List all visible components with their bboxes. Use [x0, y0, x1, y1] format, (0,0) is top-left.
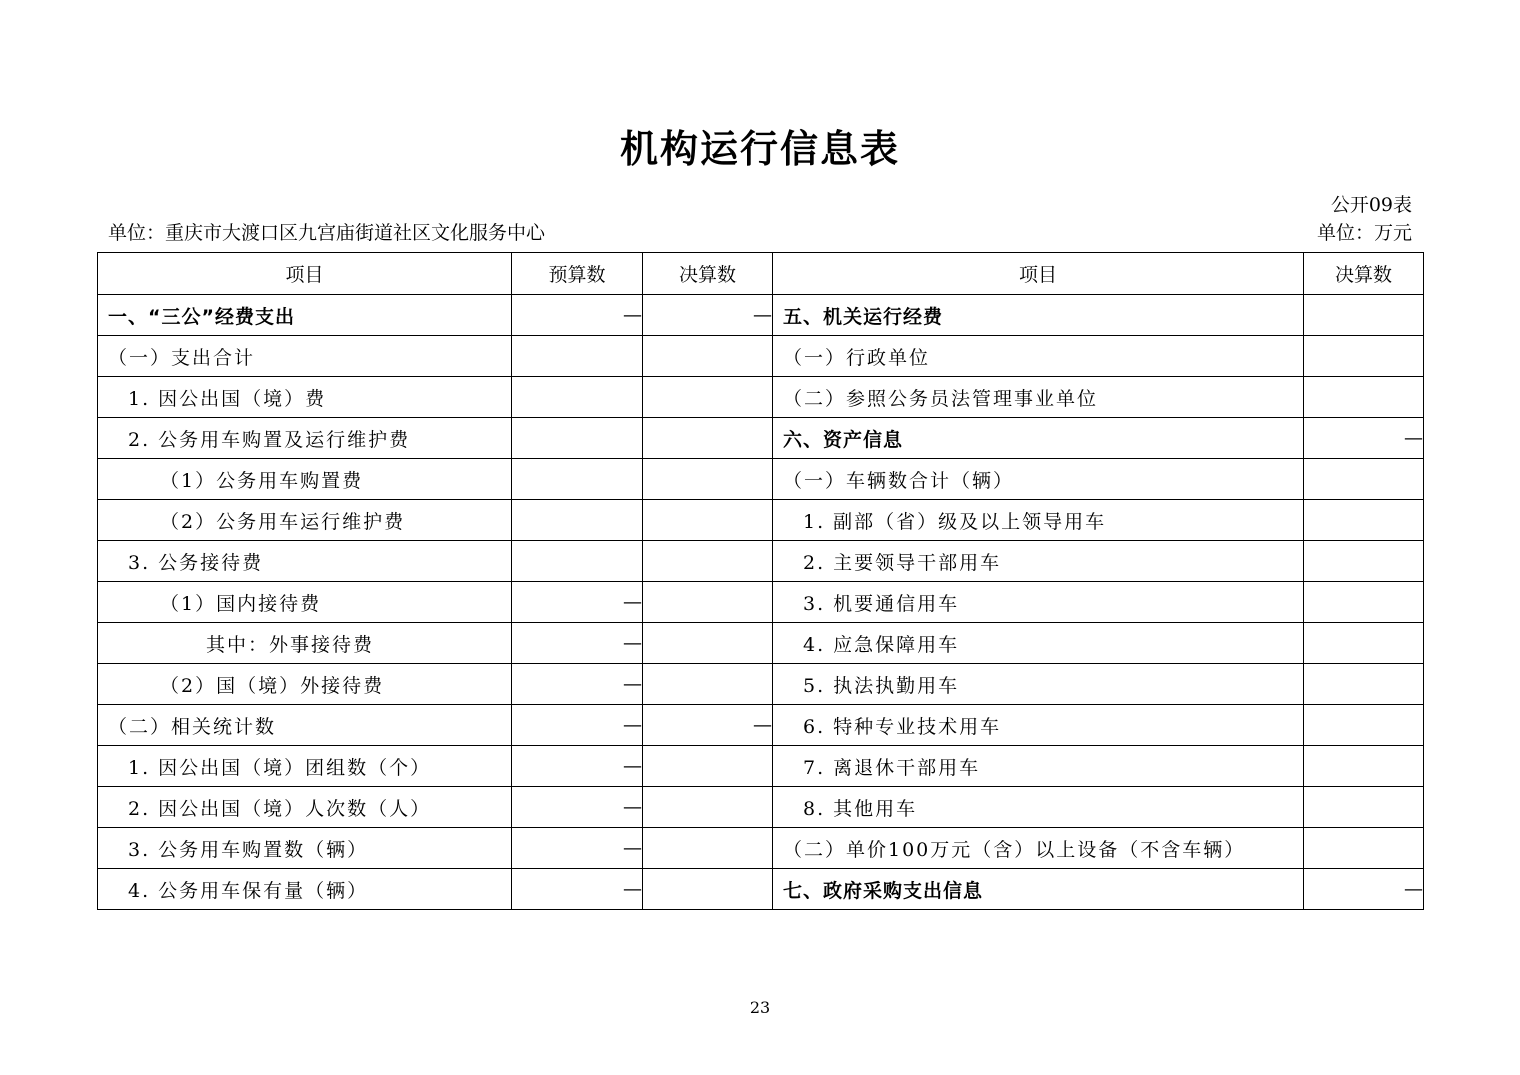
final-cell: [643, 828, 773, 869]
row-label-right: （一）行政单位: [773, 336, 1304, 377]
final-cell: [643, 377, 773, 418]
final-cell: [643, 336, 773, 377]
table-row: [98, 418, 1424, 459]
final-cell: [643, 623, 773, 664]
budget-cell: [512, 541, 643, 582]
budget-cell: —: [512, 295, 643, 336]
row-label-right: 7. 离退休干部用车: [773, 746, 1304, 787]
final-cell: [643, 787, 773, 828]
final-cell-right: [1304, 787, 1424, 828]
budget-cell: —: [512, 869, 643, 910]
row-label-left: 一、“三公”经费支出: [98, 295, 512, 336]
final-cell-right: [1304, 295, 1424, 336]
table-row: [98, 869, 1424, 910]
row-label-right: 六、资产信息: [773, 418, 1304, 459]
header-right-final: 决算数: [1304, 253, 1424, 295]
row-label-right: 3. 机要通信用车: [773, 582, 1304, 623]
row-label-left: （1）公务用车购置费: [98, 459, 512, 500]
budget-cell: [512, 377, 643, 418]
page-number: 23: [749, 998, 771, 1017]
row-label-left: （二）相关统计数: [98, 705, 512, 746]
info-table: [97, 252, 1424, 910]
final-cell-right: [1304, 377, 1424, 418]
final-cell-right: [1304, 623, 1424, 664]
budget-cell: —: [512, 828, 643, 869]
budget-cell: —: [512, 705, 643, 746]
table-header-row: [98, 253, 1424, 295]
page-title: 机构运行信息表: [619, 127, 900, 171]
table-row: [98, 336, 1424, 377]
table-row: [98, 828, 1424, 869]
final-cell: [643, 541, 773, 582]
final-cell-right: [1304, 746, 1424, 787]
final-cell: [643, 869, 773, 910]
row-label-left: （2）国（境）外接待费: [98, 664, 512, 705]
final-cell: [643, 664, 773, 705]
final-cell-right: [1304, 459, 1424, 500]
budget-cell: [512, 418, 643, 459]
budget-cell: [512, 459, 643, 500]
row-label-right: 8. 其他用车: [773, 787, 1304, 828]
final-cell: —: [643, 705, 773, 746]
final-cell-right: —: [1304, 418, 1424, 459]
row-label-left: 2. 公务用车购置及运行维护费: [98, 418, 512, 459]
row-label-left: 1. 因公出国（境）团组数（个）: [98, 746, 512, 787]
unit-name: 单位：重庆市大渡口区九宫庙街道社区文化服务中心: [108, 222, 546, 244]
table-row: [98, 623, 1424, 664]
row-label-right: （二）参照公务员法管理事业单位: [773, 377, 1304, 418]
final-cell-right: [1304, 336, 1424, 377]
row-label-right: 6. 特种专业技术用车: [773, 705, 1304, 746]
final-cell: [643, 418, 773, 459]
final-cell: —: [643, 295, 773, 336]
table-row: [98, 705, 1424, 746]
row-label-right: 4. 应急保障用车: [773, 623, 1304, 664]
budget-cell: [512, 336, 643, 377]
table-row: [98, 459, 1424, 500]
final-cell-right: [1304, 828, 1424, 869]
final-cell: [643, 459, 773, 500]
row-label-right: 2. 主要领导干部用车: [773, 541, 1304, 582]
header-left-item: 项目: [98, 253, 512, 295]
final-cell-right: [1304, 500, 1424, 541]
row-label-left: 1. 因公出国（境）费: [98, 377, 512, 418]
final-cell-right: [1304, 705, 1424, 746]
final-cell-right: [1304, 541, 1424, 582]
row-label-left: 3. 公务用车购置数（辆）: [98, 828, 512, 869]
row-label-left: 2. 因公出国（境）人次数（人）: [98, 787, 512, 828]
row-label-left: （2）公务用车运行维护费: [98, 500, 512, 541]
currency-unit: 单位：万元: [1316, 222, 1412, 244]
final-cell: [643, 582, 773, 623]
budget-cell: —: [512, 787, 643, 828]
row-label-left: 4. 公务用车保有量（辆）: [98, 869, 512, 910]
row-label-right: （二）单价100万元（含）以上设备（不含车辆）: [773, 828, 1304, 869]
row-label-left: （一）支出合计: [98, 336, 512, 377]
table-row: [98, 664, 1424, 705]
final-cell-right: —: [1304, 869, 1424, 910]
table-row: [98, 746, 1424, 787]
row-label-left: （1）国内接待费: [98, 582, 512, 623]
row-label-right: 5. 执法执勤用车: [773, 664, 1304, 705]
table-row: [98, 787, 1424, 828]
table-row: [98, 582, 1424, 623]
table-row: [98, 295, 1424, 336]
budget-cell: [512, 500, 643, 541]
form-number: 公开09表: [1330, 194, 1412, 216]
table-row: [98, 541, 1424, 582]
final-cell-right: [1304, 582, 1424, 623]
final-cell: [643, 746, 773, 787]
budget-cell: —: [512, 582, 643, 623]
row-label-right: 五、机关运行经费: [773, 295, 1304, 336]
row-label-right: 七、政府采购支出信息: [773, 869, 1304, 910]
budget-cell: —: [512, 664, 643, 705]
header-left-budget: 预算数: [512, 253, 643, 295]
row-label-right: （一）车辆数合计（辆）: [773, 459, 1304, 500]
header-left-final: 决算数: [643, 253, 773, 295]
row-label-left: 其中：外事接待费: [98, 623, 512, 664]
budget-cell: —: [512, 623, 643, 664]
row-label-left: 3. 公务接待费: [98, 541, 512, 582]
final-cell: [643, 500, 773, 541]
row-label-right: 1. 副部（省）级及以上领导用车: [773, 500, 1304, 541]
header-right-item: 项目: [773, 253, 1304, 295]
final-cell-right: [1304, 664, 1424, 705]
budget-cell: —: [512, 746, 643, 787]
table-row: [98, 377, 1424, 418]
table-row: [98, 500, 1424, 541]
